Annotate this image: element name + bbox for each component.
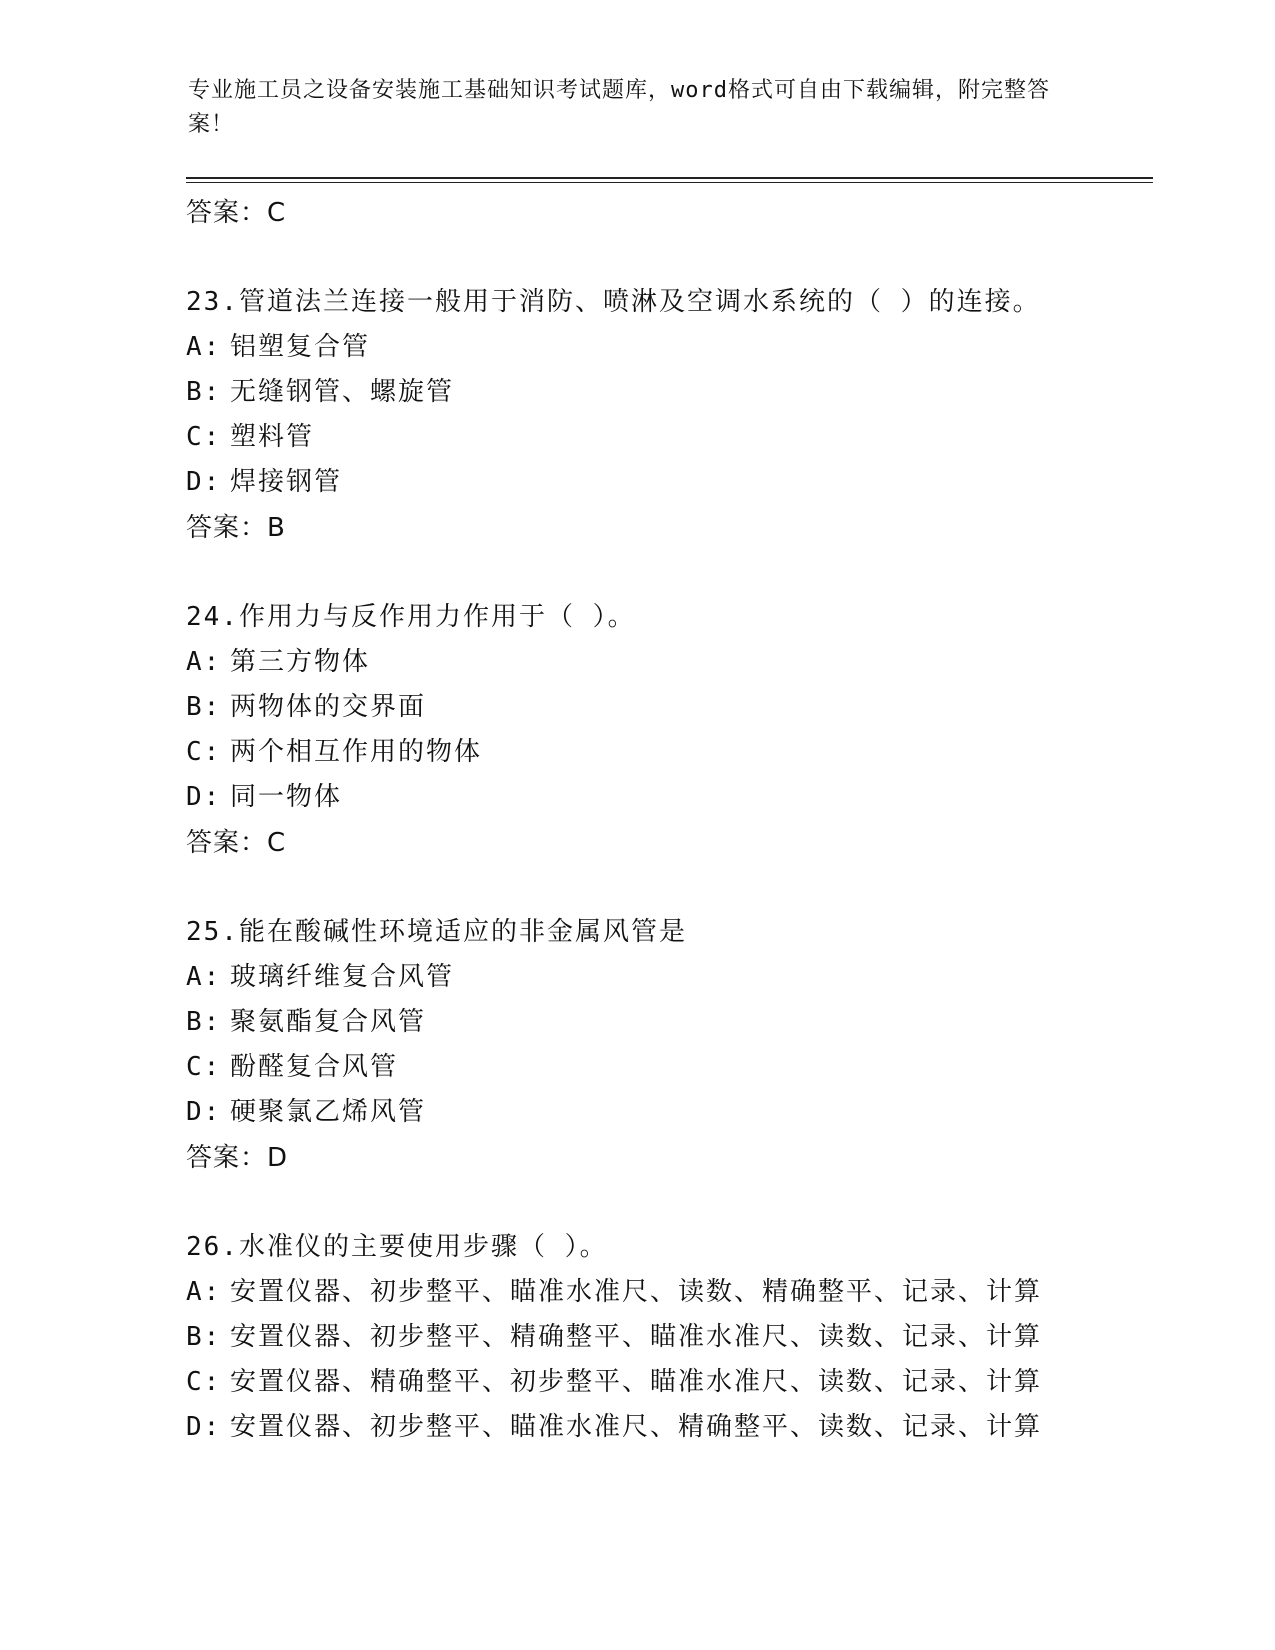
option-letter: A: [186, 962, 222, 992]
answer-line: 答案：C [186, 828, 287, 858]
option-text: 安置仪器、初步整平、精确整平、瞄准水准尺、读数、记录、计算 [230, 1322, 1043, 1352]
option-c [186, 730, 1146, 775]
option-b [186, 370, 1146, 415]
option-text: 安置仪器、初步整平、瞄准水准尺、读数、精确整平、记录、计算 [230, 1277, 1043, 1307]
option-letter: B: [186, 1007, 222, 1037]
option-d [186, 460, 1146, 505]
option-c [186, 415, 1146, 460]
option-letter: C: [186, 1052, 222, 1082]
option-letter: B: [186, 377, 222, 407]
option-letter: C: [186, 1367, 222, 1397]
option-text: 第三方物体 [230, 647, 371, 677]
answer-line: 答案：C [186, 198, 287, 228]
option-letter: D: [186, 782, 222, 812]
option-d [186, 775, 1146, 820]
option-text: 安置仪器、精确整平、初步整平、瞄准水准尺、读数、记录、计算 [230, 1367, 1043, 1397]
option-text: 两物体的交界面 [230, 692, 427, 722]
question-list [186, 190, 1146, 1450]
option-letter: C: [186, 737, 222, 767]
question-25 [186, 910, 1146, 1181]
option-a [186, 1270, 1146, 1315]
option-text: 焊接钢管 [230, 467, 343, 497]
option-letter: B: [186, 692, 222, 722]
option-text: 安置仪器、初步整平、瞄准水准尺、精确整平、读数、记录、计算 [230, 1412, 1043, 1442]
answer-line: 答案：B [186, 513, 286, 543]
option-d [186, 1090, 1146, 1135]
option-text: 玻璃纤维复合风管 [230, 962, 455, 992]
option-text: 无缝钢管、螺旋管 [230, 377, 455, 407]
question-24 [186, 595, 1146, 866]
option-b [186, 685, 1146, 730]
option-letter: D: [186, 1097, 222, 1127]
question-stem: 23.管道法兰连接一般用于消防、喷淋及空调水系统的（ ）的连接。 [186, 287, 1041, 317]
question-26 [186, 1225, 1146, 1450]
option-text: 硬聚氯乙烯风管 [230, 1097, 427, 1127]
option-letter: D: [186, 1412, 222, 1442]
option-b [186, 1000, 1146, 1045]
question-stem: 24.作用力与反作用力作用于（ ）。 [186, 602, 636, 632]
page-header: 专业施工员之设备安装施工基础知识考试题库，word格式可自由下载编辑，附完整答案！ [188, 78, 1050, 137]
option-text: 两个相互作用的物体 [230, 737, 483, 767]
option-a [186, 955, 1146, 1000]
option-letter: D: [186, 467, 222, 497]
option-letter: C: [186, 422, 222, 452]
option-letter: A: [186, 647, 222, 677]
option-text: 聚氨酯复合风管 [230, 1007, 427, 1037]
option-text: 铝塑复合管 [230, 332, 371, 362]
option-letter: A: [186, 332, 222, 362]
option-text: 塑料管 [230, 422, 315, 452]
option-c [186, 1360, 1146, 1405]
option-a [186, 640, 1146, 685]
option-letter: A: [186, 1277, 222, 1307]
option-text: 酚醛复合风管 [230, 1052, 399, 1082]
option-c [186, 1045, 1146, 1090]
question-23 [186, 280, 1146, 551]
question-stem: 25.能在酸碱性环境适应的非金属风管是 [186, 917, 687, 947]
option-a [186, 325, 1146, 370]
option-letter: B: [186, 1322, 222, 1352]
option-d [186, 1405, 1146, 1450]
header-divider-thin [186, 182, 1153, 183]
header-divider [186, 177, 1153, 179]
option-b [186, 1315, 1146, 1360]
answer-line: 答案：D [186, 1143, 289, 1173]
option-text: 同一物体 [230, 782, 343, 812]
question-stem: 26.水准仪的主要使用步骤（ ）。 [186, 1232, 608, 1262]
